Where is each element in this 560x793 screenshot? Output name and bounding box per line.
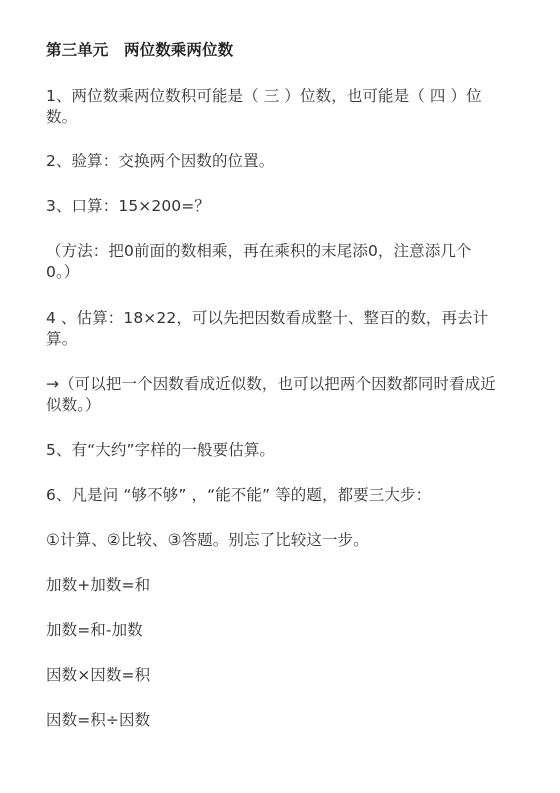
page-title: 第三单元 两位数乘两位数 [46,41,234,59]
paragraph-7: 5、有“大约”字样的一般要估算。 [46,441,276,459]
paragraph-6-line-2: 似数。） [46,396,101,414]
paragraph-4-line-1: （方法：把0前面的数相乘，再在乘积的末尾添0，注意添几个 [46,242,472,260]
paragraph-1-line-2: 数。 [46,108,78,126]
paragraph-5-line-2: 算。 [46,330,78,348]
formula-factor-product: 因数×因数=积 [46,666,151,684]
paragraph-3: 3、口算：15×200=？ [46,197,210,215]
paragraph-5-line-1: 4 、估算：18×22，可以先把因数看成整十、整百的数，再去计 [46,309,489,327]
paragraph-8: 6、凡是问 “够不够” ，“能不能” 等的题，都要三大步： [46,486,432,504]
formula-addend-difference: 加数=和-加数 [46,621,143,639]
paragraph-1-line-1: 1、两位数乘两位数积可能是（ 三 ）位数，也可能是（ 四 ）位 [46,87,482,105]
formula-factor-quotient: 因数=积÷因数 [46,711,151,729]
paragraph-6-line-1: →（可以把一个因数看成近似数，也可以把两个因数都同时看成近 [46,375,496,393]
formula-addend-sum: 加数+加数=和 [46,576,151,594]
paragraph-4-line-2: 0。） [46,263,80,281]
paragraph-9: ①计算、②比较、③答题。别忘了比较这一步。 [46,531,369,549]
paragraph-2: 2、验算：交换两个因数的位置。 [46,152,275,170]
